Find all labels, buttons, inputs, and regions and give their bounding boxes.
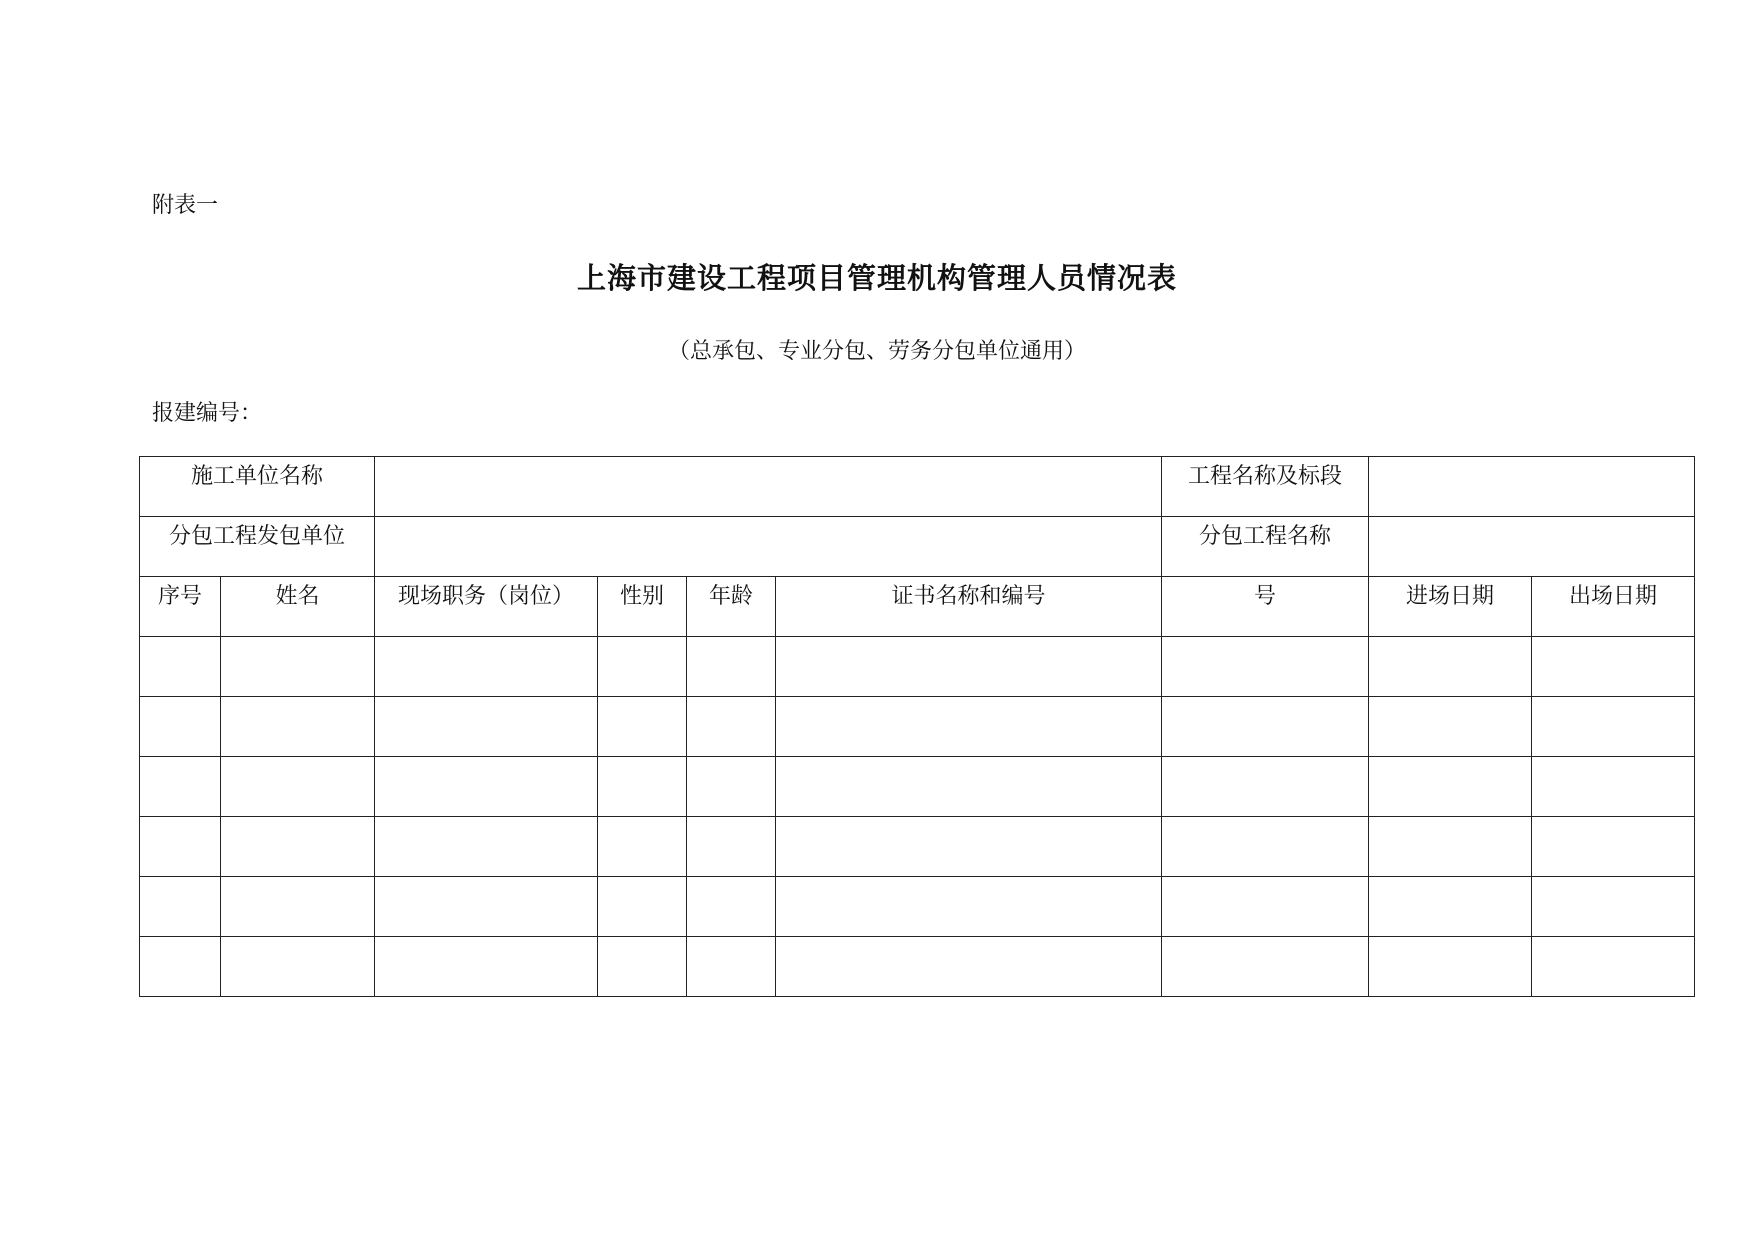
table-cell[interactable] — [687, 937, 776, 997]
column-header: 证书名称和编号 — [776, 577, 1162, 637]
table-cell[interactable] — [1532, 697, 1695, 757]
column-header: 序号 — [140, 577, 221, 637]
subcontract-issuer-label: 分包工程发包单位 — [140, 517, 375, 577]
table-cell[interactable] — [221, 817, 375, 877]
table-cell[interactable] — [1162, 817, 1369, 877]
table-cell[interactable] — [1532, 757, 1695, 817]
table-cell[interactable] — [1162, 937, 1369, 997]
personnel-table — [139, 456, 1695, 997]
blank-rows — [140, 637, 1695, 997]
table-cell[interactable] — [598, 697, 687, 757]
project-name-field[interactable] — [1369, 457, 1695, 517]
table-cell[interactable] — [140, 937, 221, 997]
table-cell[interactable] — [776, 877, 1162, 937]
column-header: 进场日期 — [1369, 577, 1532, 637]
table-cell[interactable] — [776, 697, 1162, 757]
subcontract-issuer-field[interactable] — [375, 517, 1162, 577]
construction-unit-field[interactable] — [375, 457, 1162, 517]
table-row — [140, 757, 1695, 817]
table-cell[interactable] — [776, 817, 1162, 877]
table-cell[interactable] — [1162, 877, 1369, 937]
table-row — [140, 637, 1695, 697]
table-cell[interactable] — [598, 637, 687, 697]
table-cell[interactable] — [776, 937, 1162, 997]
construction-unit-label: 施工单位名称 — [140, 457, 375, 517]
table-cell[interactable] — [1369, 937, 1532, 997]
table-cell[interactable] — [1369, 817, 1532, 877]
table-cell[interactable] — [776, 637, 1162, 697]
info-row-subcontract — [140, 517, 1695, 577]
table-row — [140, 937, 1695, 997]
table-cell[interactable] — [1369, 637, 1532, 697]
table-cell[interactable] — [687, 877, 776, 937]
subcontract-project-label: 分包工程名称 — [1162, 517, 1369, 577]
table-cell[interactable] — [375, 697, 598, 757]
document-title: 上海市建设工程项目管理机构管理人员情况表 — [576, 261, 1177, 295]
column-header: 出场日期 — [1532, 577, 1695, 637]
subcontract-project-field[interactable] — [1369, 517, 1695, 577]
table-cell[interactable] — [221, 697, 375, 757]
report-number-label: 报建编号： — [152, 401, 263, 426]
table-cell[interactable] — [375, 937, 598, 997]
table-cell[interactable] — [1162, 697, 1369, 757]
table-cell[interactable] — [375, 817, 598, 877]
table-cell[interactable] — [140, 697, 221, 757]
table-cell[interactable] — [1162, 637, 1369, 697]
table-cell[interactable] — [140, 817, 221, 877]
table-cell[interactable] — [1369, 757, 1532, 817]
table-cell[interactable] — [1162, 757, 1369, 817]
table-cell[interactable] — [1369, 697, 1532, 757]
table-cell[interactable] — [598, 877, 687, 937]
table-cell[interactable] — [375, 637, 598, 697]
table-cell[interactable] — [598, 757, 687, 817]
table-cell[interactable] — [140, 877, 221, 937]
table-row — [140, 817, 1695, 877]
table-cell[interactable] — [221, 877, 375, 937]
table-cell[interactable] — [221, 637, 375, 697]
table-cell[interactable] — [687, 817, 776, 877]
table-cell[interactable] — [687, 637, 776, 697]
table-cell[interactable] — [1532, 877, 1695, 937]
column-header: 年龄 — [687, 577, 776, 637]
table-cell[interactable] — [1532, 637, 1695, 697]
column-header: 现场职务（岗位） — [375, 577, 598, 637]
document-subtitle: （总承包、专业分包、劳务分包单位通用） — [667, 339, 1086, 364]
table-cell[interactable] — [375, 877, 598, 937]
table-cell[interactable] — [598, 937, 687, 997]
table-cell[interactable] — [221, 937, 375, 997]
table-cell[interactable] — [598, 817, 687, 877]
table-cell[interactable] — [687, 697, 776, 757]
info-row-construction-unit — [140, 457, 1695, 517]
appendix-label: 附表一 — [152, 193, 219, 218]
table-row — [140, 877, 1695, 937]
table-row — [140, 697, 1695, 757]
table-cell[interactable] — [221, 757, 375, 817]
column-header: 号 — [1162, 577, 1369, 637]
table-cell[interactable] — [1532, 817, 1695, 877]
column-header: 姓名 — [221, 577, 375, 637]
column-header: 性别 — [598, 577, 687, 637]
table-cell[interactable] — [687, 757, 776, 817]
table-cell[interactable] — [1532, 937, 1695, 997]
table-cell[interactable] — [375, 757, 598, 817]
table-cell[interactable] — [140, 637, 221, 697]
project-name-label: 工程名称及标段 — [1162, 457, 1369, 517]
table-cell[interactable] — [140, 757, 221, 817]
table-cell[interactable] — [776, 757, 1162, 817]
table-cell[interactable] — [1369, 877, 1532, 937]
column-header-row — [140, 577, 1695, 637]
